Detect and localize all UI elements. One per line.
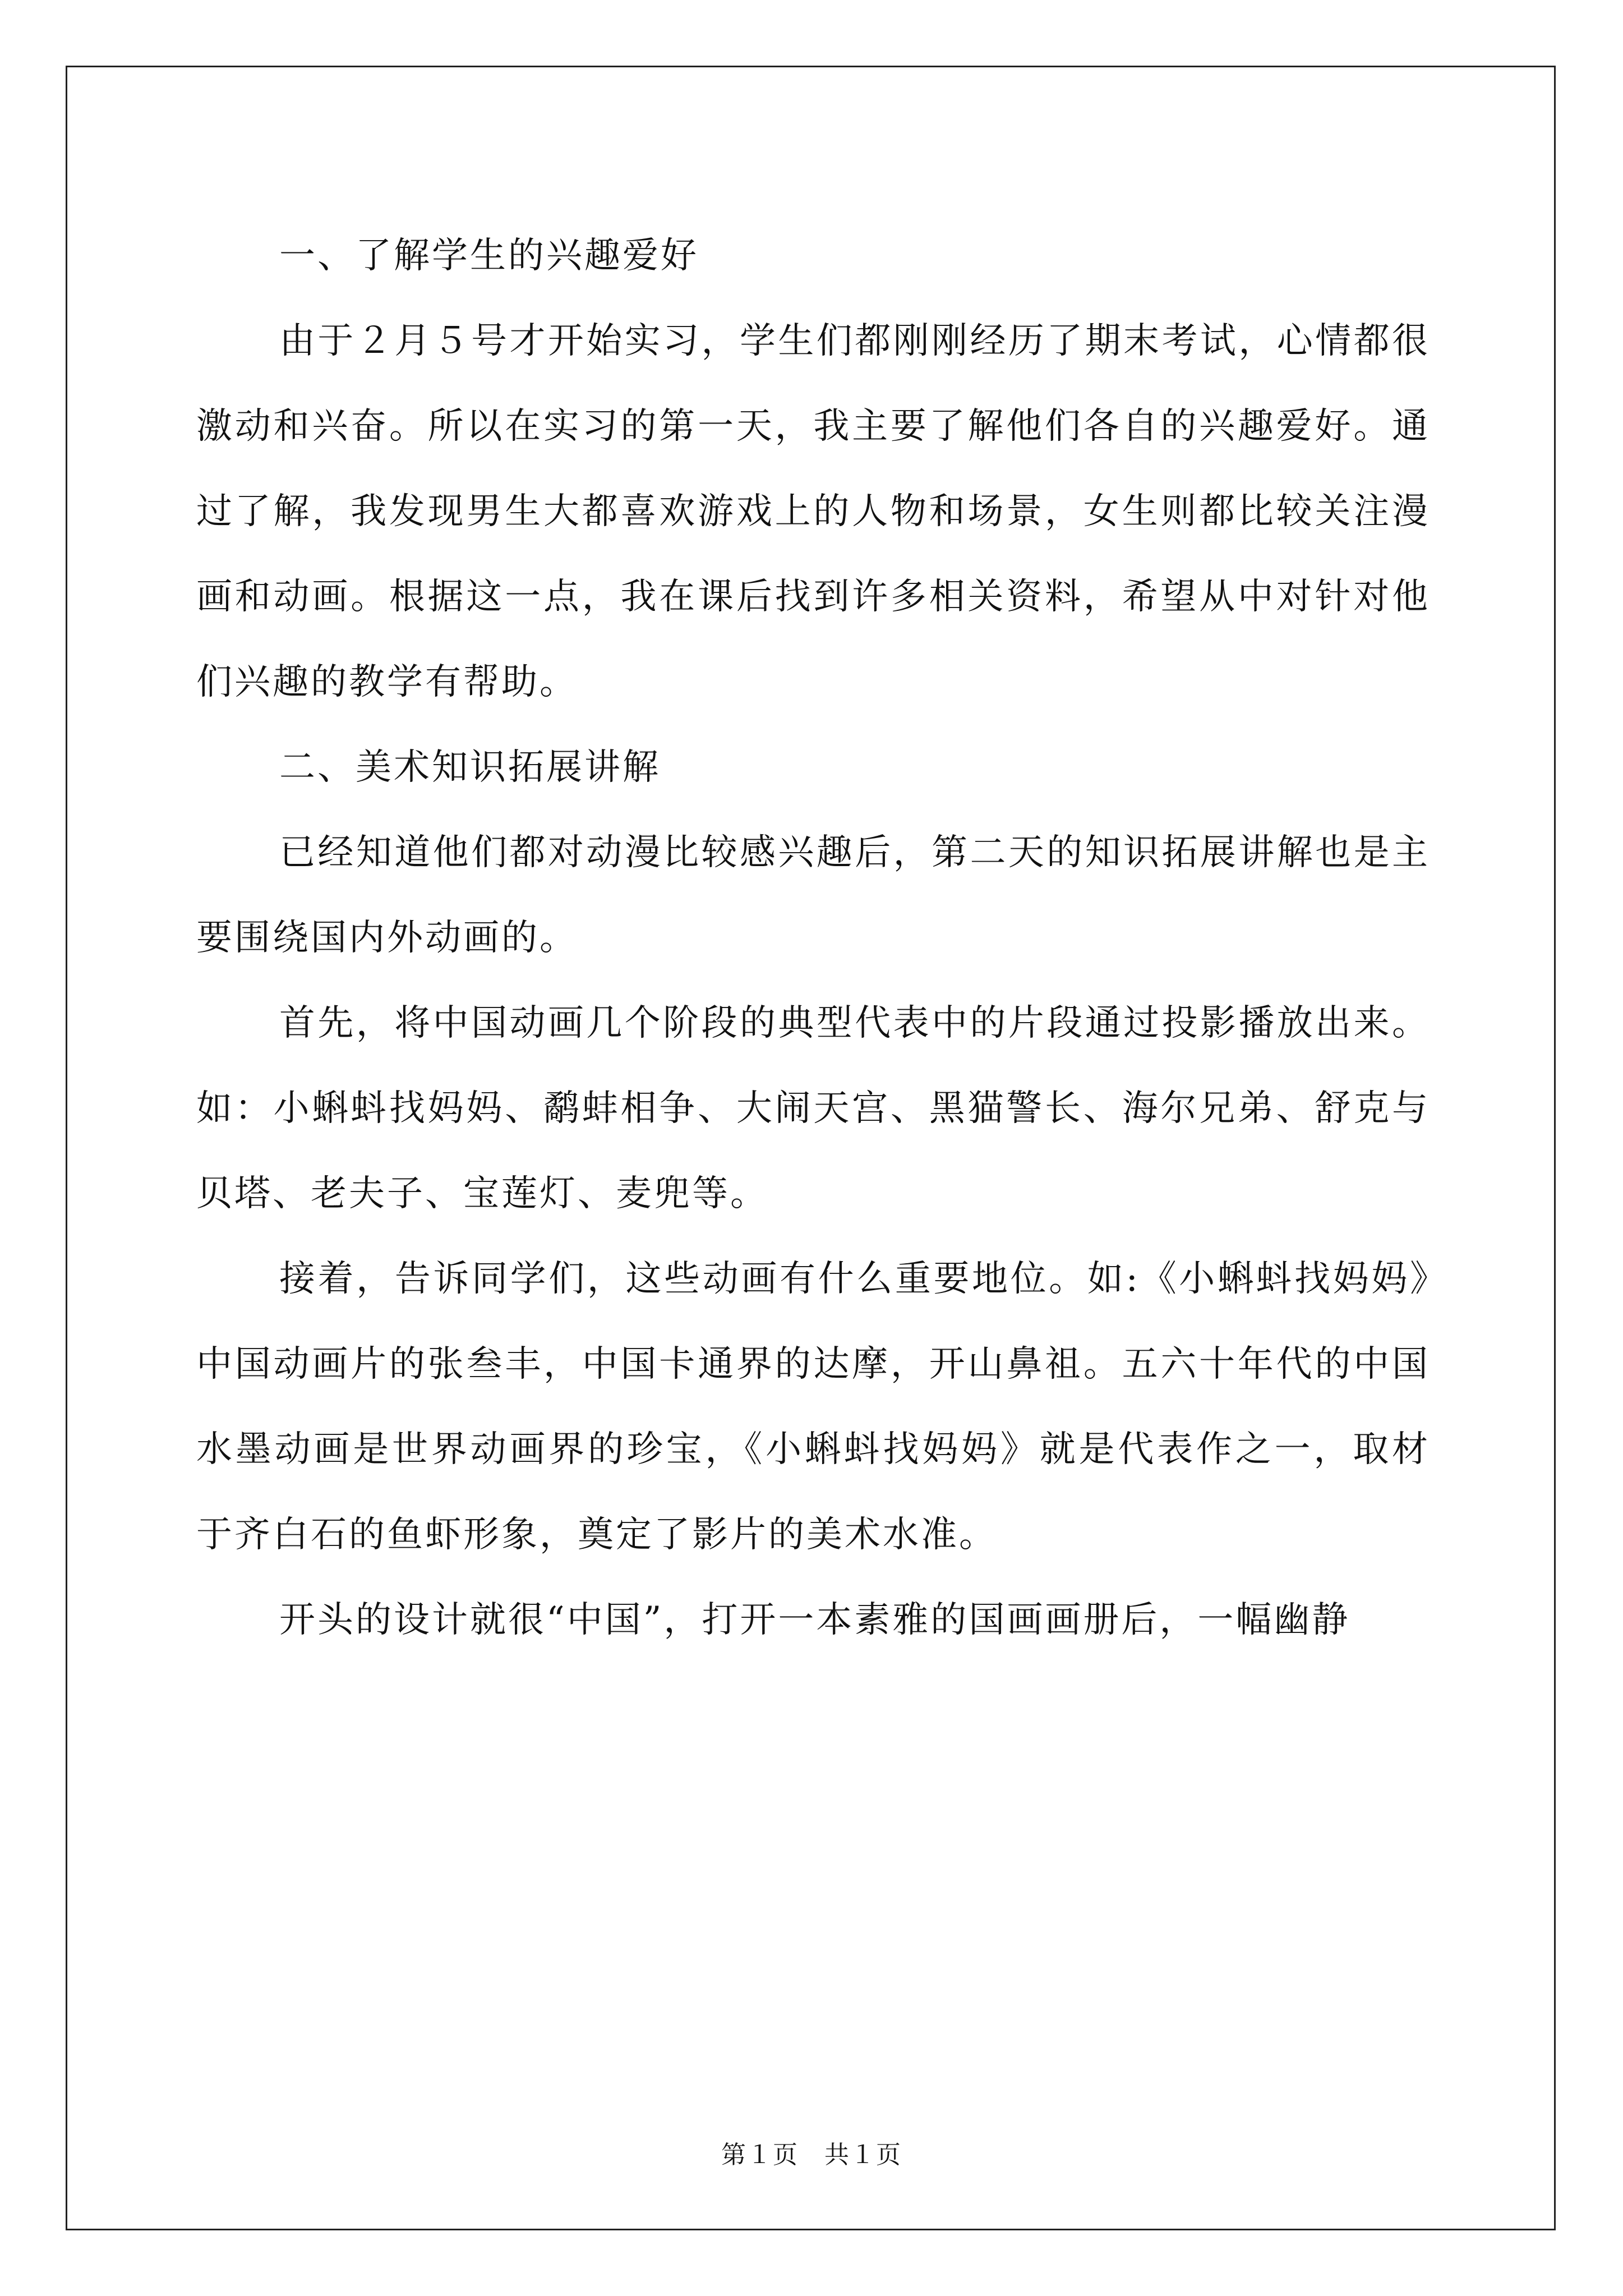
document-body — [196, 213, 1430, 1663]
paragraph-4: 接着，告诉同学们，这些动画有什么重要地位。如:《小蝌蚪找妈妈》中国动画片的张叁丰，中国卡通界的达摩，开山鼻祖。五六十年代的中国水墨动画是世界动画界的珍宝，《小蝌蚪找妈妈》就是代表作之一，取材于齐白石的鱼虾形象，奠定了影片的美术水准。 — [196, 1258, 1430, 1556]
section-heading-1: 一、了解学生的兴趣爱好 — [279, 235, 699, 277]
section-heading-2: 二、美术知识拓展讲解 — [279, 747, 661, 788]
paragraph-2: 已经知道他们都对动漫比较感兴趣后，第二天的知识拓展讲解也是主要围绕国内外动画的。 — [196, 832, 1430, 959]
paragraph-3: 首先，将中国动画几个阶段的典型代表中的片段通过投影播放出来。如：小蝌蚪找妈妈、鹬蚌相争、大闹天宫、黑猫警长、海尔兄弟、舒克与贝塔、老夫子、宝莲灯、麦兜等。 — [196, 1002, 1430, 1214]
page-footer: 第１页 共１页 — [721, 2141, 902, 2169]
paragraph-5: 开头的设计就很“中国”，打开一本素雅的国画画册后，一幅幽静 — [279, 1599, 1350, 1641]
paragraph-1: 由于２月５号才开始实习，学生们都刚刚经历了期末考试，心情都很激动和兴奋。所以在实习的第一天，我主要了解他们各自的兴趣爱好。通过了解，我发现男生大都喜欢游戏上的人物和场景，女生则都比较关注漫画和动画。根据这一点，我在课后找到许多相关资料，希望从中对针对他们兴趣的教学有帮助。 — [196, 320, 1430, 703]
